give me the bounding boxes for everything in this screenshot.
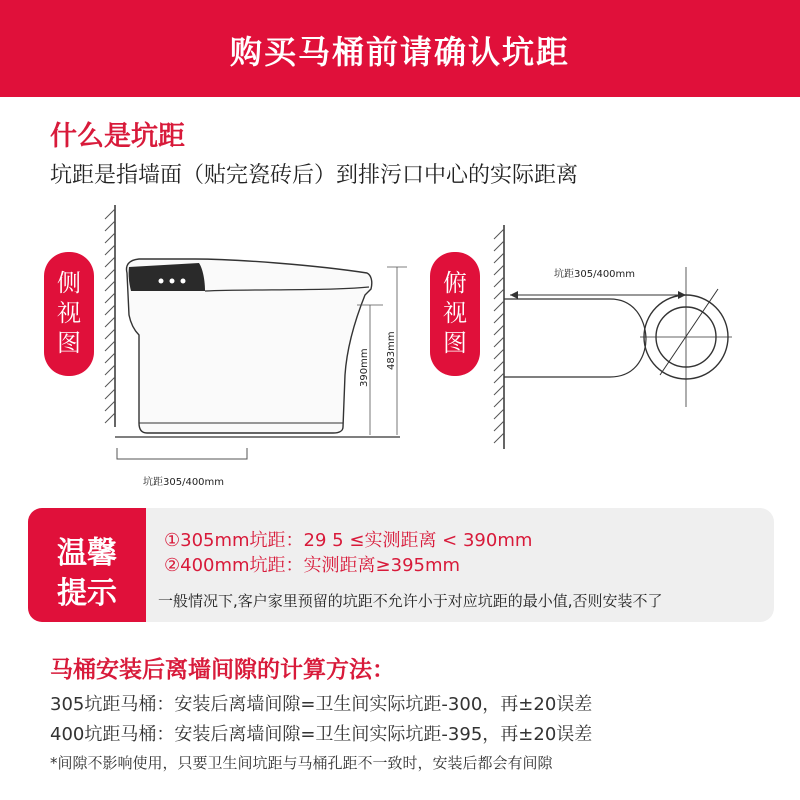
arrow-left-icon <box>510 291 518 299</box>
panel-button-icon <box>170 279 175 284</box>
wall-hatch <box>105 209 115 423</box>
drain-diagonal <box>660 289 718 375</box>
panel-button-icon <box>159 279 164 284</box>
tips-tag <box>28 508 146 622</box>
tip-400: ②400mm坑距：实测距离≥395mm <box>164 555 461 576</box>
tips-tag-line1: 温馨 <box>57 536 117 571</box>
tips-tag-line2: 提示 <box>57 576 117 611</box>
top-view-tag-char: 图 <box>443 329 467 357</box>
header-banner <box>0 0 800 97</box>
control-panel <box>129 263 205 291</box>
tip-305: ①305mm坑距：29 5 ≤实测距离 < 390mm <box>164 530 533 551</box>
dim-390-label: 390mm <box>359 348 370 387</box>
side-view-diagram <box>95 195 415 495</box>
section-title: 什么是坑距 <box>50 121 185 152</box>
top-view-tag-char: 视 <box>443 299 467 327</box>
side-view-tag-char: 图 <box>57 329 81 357</box>
pit-bracket <box>117 448 247 459</box>
method-title: 马桶安装后离墙间隙的计算方法： <box>50 657 395 683</box>
footnote: *间隙不影响使用，只要卫生间坑距与马桶孔距不一致时，安装后都会有间隙 <box>50 754 553 772</box>
side-pit-label: 坑距305/400mm <box>143 477 225 488</box>
top-view-tag-char: 俯 <box>443 269 467 297</box>
top-wall-hatch <box>494 229 504 443</box>
panel-button-icon <box>181 279 186 284</box>
top-pit-label: 坑距305/400mm <box>554 269 636 280</box>
top-view-diagram <box>480 215 740 455</box>
side-view-tag-char: 视 <box>57 299 81 327</box>
side-view-tag-char: 侧 <box>57 269 81 297</box>
top-toilet-outline <box>504 299 646 377</box>
banner-title: 购买马桶前请确认坑距 <box>229 33 570 71</box>
top-view-tag <box>430 252 480 376</box>
definition-text: 坑距是指墙面（贴完瓷砖后）到排污口中心的实际距离 <box>50 163 579 188</box>
method-line-305: 305坑距马桶：安装后离墙间隙=卫生间实际坑距-300，再±20误差 <box>50 694 593 715</box>
tip-note: 一般情况下,客户家里预留的坑距不允许小于对应坑距的最小值,否则安装不了 <box>158 592 663 610</box>
dim-483-label: 483mm <box>386 331 397 370</box>
side-view-tag <box>44 252 94 376</box>
method-line-400: 400坑距马桶：安装后离墙间隙=卫生间实际坑距-395，再±20误差 <box>50 724 593 745</box>
